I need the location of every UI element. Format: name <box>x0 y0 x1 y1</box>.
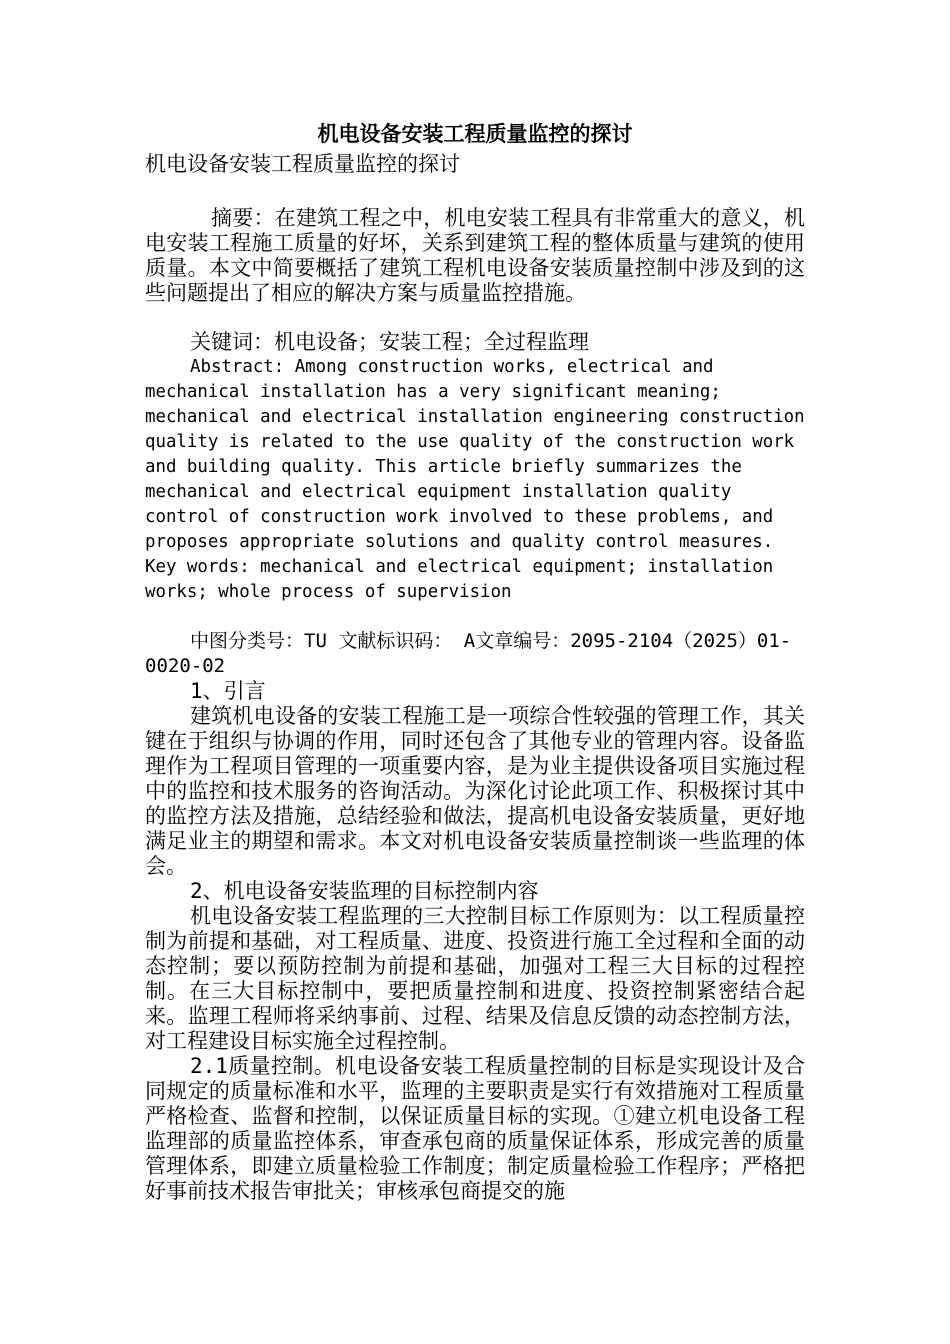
section-2-body: 机电设备安装工程监理的三大控制目标工作原则为：以工程质量控制为前提和基础，对工程质量、进度、投资进行施工全过程和全面的动态控制；要以预防控制为前提和基础，加强对工程三大目标的过程控制。在三大目标控制中，要把质量控制和进度、投资控制紧密结合起来。监理工程师将采纳事前、过程、结果及信息反馈的动态控制方法，对工程建设目标实施全过程控制。 <box>145 904 805 1053</box>
document-title: 机电设备安装工程质量监控的探讨 <box>317 122 633 146</box>
abstract-en: Abstract: Among construction works, electrical and mechanical installation has a very significant meaning; mechanical and electrical installation engineering construction quality is related to the use quality of the construction work and building quality. This article briefly summarizes the mechanical and electrical equipment installation quality control of construction work involved to these problems, and proposes appropriate solutions and quality control measures. Key words: mechanical and electrical equipment; installation works; whole process of supervision <box>145 357 805 602</box>
abstract-cn: 摘要：在建筑工程之中，机电安装工程具有非常重大的意义，机电安装工程施工质量的好坏，关系到建筑工程的整体质量与建筑的使用质量。本文中简要概括了建筑工程机电设备安装质量控制中涉及到的这些问题提出了相应的解决方案与质量监控措施。 <box>145 206 805 305</box>
section-2-1-body: 2.1质量控制。机电设备安装工程质量控制的目标是实现设计及合同规定的质量标准和水平，监理的主要职责是实行有效措施对工程质量严格检查、监督和控制，以保证质量目标的实现。①建立机电设备工程监理部的质量监控体系，审查承包商的质量保证体系，形成完善的质量管理体系，即建立质量检验工作制度；制定质量检验工作程序；严格把好事前技术报告审批关；审核承包商提交的施 <box>145 1054 805 1203</box>
spacer <box>145 306 805 330</box>
document-page <box>145 118 805 1204</box>
section-1-body: 建筑机电设备的安装工程施工是一项综合性较强的管理工作，其关键在于组织与协调的作用，同时还包含了其他专业的管理内容。设备监理作为工程项目管理的一项重要内容，是为业主提供设备项目实施过程中的监控和技术服务的咨询活动。为深化讨论此项工作、积极探讨其中的监控方法及措施，总结经验和做法，提高机电设备安装质量，更好地满足业主的期望和需求。本文对机电设备安装质量控制谈一些监理的体会。 <box>145 704 805 878</box>
section-2-heading: 2、机电设备安装监理的目标控制内容 <box>190 879 539 903</box>
keywords-cn: 关键词：机电设备；安装工程；全过程监理 <box>190 330 589 354</box>
document-subtitle: 机电设备安装工程质量监控的探讨 <box>145 152 460 176</box>
classification-info: 中图分类号：TU 文献标识码： A文章编号：2095-2104（2025）01-0020-02 <box>145 630 792 677</box>
spacer <box>145 605 805 629</box>
section-1-heading: 1、引言 <box>190 679 266 703</box>
spacer <box>145 178 805 206</box>
